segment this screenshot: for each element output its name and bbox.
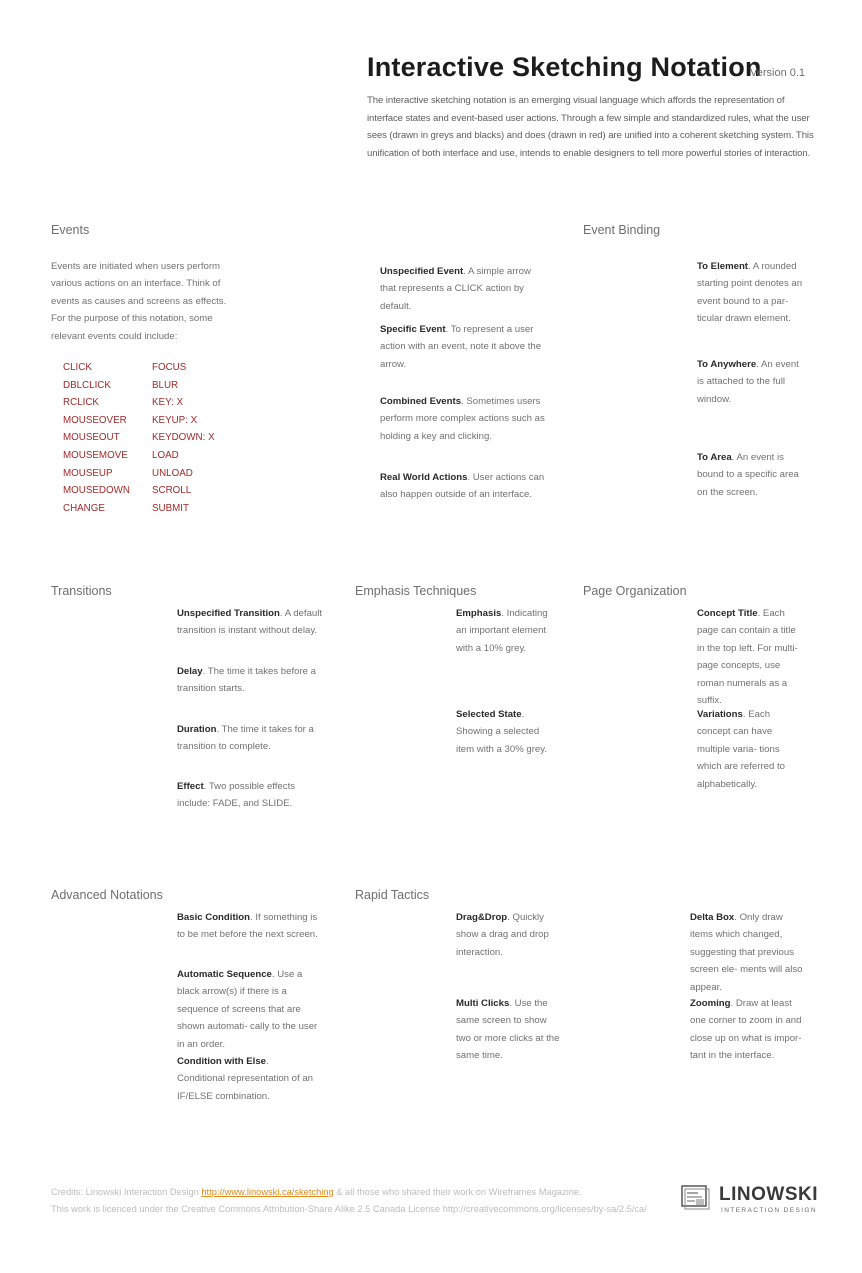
notation-item: [380, 321, 548, 373]
event-name: KEYDOWN: X: [152, 432, 215, 444]
notation-item: [456, 706, 556, 758]
notation-text: . Each page can contain a title in the top left. For multi-page concepts, use roman numerals as a suffix.: [697, 608, 798, 707]
section-heading-emphasis: Emphasis Techniques: [355, 584, 477, 598]
notation-text: . Use a black arrow(s) if there is a sequence of screens that are shown automati- cally to the user in an order.: [177, 969, 318, 1050]
notation-text: . If something is to be met before the next screen.: [177, 912, 318, 941]
notation-item: [177, 966, 322, 1053]
version-label: Version 0.1: [750, 67, 806, 79]
notation-term: Variations: [697, 709, 743, 720]
event-name: RCLICK: [63, 397, 99, 409]
notation-item: [380, 469, 552, 504]
section-heading-event-binding: Event Binding: [583, 223, 661, 237]
notation-text: . Quickly show a drag and drop interaction.: [456, 912, 549, 958]
event-name: MOUSEMOVE: [63, 449, 128, 461]
notation-text: . Conditional representation of an IF/ELSE combination.: [177, 1056, 314, 1102]
notation-term: Condition with Else: [177, 1056, 267, 1067]
credits-line: [51, 1184, 647, 1201]
credits-link[interactable]: http://www.linowski.ca/sketching: [201, 1187, 334, 1197]
notation-item: [380, 393, 548, 445]
event-name: SUBMIT: [152, 502, 190, 514]
notation-term: Drag&Drop: [456, 912, 508, 923]
events-list-right: [152, 359, 237, 517]
notation-term: Unspecified Transition: [177, 608, 280, 619]
notation-text: . To represent a user action with an event, note it above the arrow.: [380, 324, 542, 370]
notation-term: To Area: [697, 452, 732, 463]
events-list-left: [63, 359, 148, 517]
notation-term: Automatic Sequence: [177, 969, 272, 980]
notation-item: [177, 1053, 317, 1105]
page-title: Interactive Sketching Notation: [367, 52, 762, 82]
logo-tagline: INTERACTION DESIGN: [721, 1207, 817, 1214]
notation-text: . A simple arrow that represents a CLICK action by default.: [380, 266, 531, 312]
sketch-screen-icon: [680, 1183, 710, 1211]
event-name: MOUSEOUT: [63, 432, 120, 444]
notation-text: . A default transition is instant without delay.: [177, 608, 323, 637]
section-heading-advanced: Advanced Notations: [51, 888, 163, 902]
notation-text: . A rounded starting point denotes an event bound to a par- ticular drawn element.: [697, 261, 803, 325]
license-line: This work is licenced under the Creative Commons Attribution-Share Alike 2.5 Canada License http://creativecommons.org/licenses/by-sa/2.5/ca/: [51, 1204, 647, 1214]
event-name: UNLOAD: [152, 467, 193, 479]
notation-term: Duration: [177, 724, 217, 735]
notation-text: . The time it takes for a transition to complete.: [177, 724, 314, 753]
section-heading-rapid-tactics: Rapid Tactics: [355, 888, 430, 902]
section-heading-transitions: Transitions: [51, 584, 112, 598]
event-name: CHANGE: [63, 502, 105, 514]
notation-text: . User actions can also happen outside of an interface.: [380, 472, 545, 501]
notation-item: [690, 995, 804, 1065]
notation-text: . Showing a selected item with a 30% grey.: [456, 709, 547, 755]
notation-term: Multi Clicks: [456, 998, 510, 1009]
notation-item: [697, 605, 803, 709]
notation-text: . Draw at least one corner to zoom in and close up on what is impor- tant in the interface.: [690, 998, 802, 1062]
notation-item: [456, 909, 556, 961]
notation-term: To Element: [697, 261, 748, 272]
notation-text: . Each concept can have multiple varia- tions which are referred to alphabetically.: [697, 709, 785, 790]
section-heading-events: Events: [51, 223, 90, 237]
event-name: FOCUS: [152, 362, 187, 373]
notation-term: Emphasis: [456, 608, 502, 619]
notation-term: Real World Actions: [380, 472, 468, 483]
notation-item: [697, 706, 803, 793]
notation-item: [690, 909, 804, 996]
notation-item: [177, 909, 322, 944]
notation-text: . Use the same screen to show two or more clicks at the same time.: [456, 998, 560, 1062]
events-description: Events are initiated when users perform various actions on an interface. Think of events as causes and screens as effects. For the purpose of this notation, some relevant events could include:: [51, 261, 227, 342]
event-name: MOUSEUP: [63, 467, 113, 479]
notation-item: [177, 605, 327, 640]
notation-term: Specific Event: [380, 324, 446, 335]
event-name: MOUSEDOWN: [63, 485, 130, 497]
notation-text: . Two possible effects include: FADE, and SLIDE.: [177, 781, 296, 810]
credits-prefix: Credits: Linowski Interaction Design: [51, 1187, 202, 1197]
notation-term: Concept Title: [697, 608, 758, 619]
event-name: CLICK: [63, 362, 92, 373]
notation-text: . An event is attached to the full window.: [697, 359, 799, 405]
notation-item: [697, 258, 803, 328]
notation-item: [380, 263, 548, 315]
notation-term: Unspecified Event: [380, 266, 464, 277]
section-heading-page-organization: Page Organization: [583, 584, 687, 598]
notation-text: . Indicating an important element with a 10% grey.: [456, 608, 548, 654]
notation-term: Delay: [177, 666, 203, 677]
event-name: MOUSEOVER: [63, 414, 127, 426]
notation-text: . Only draw items which changed, suggesting that previous screen ele- ments will also appear.: [690, 912, 803, 993]
notation-item: [177, 663, 322, 698]
notation-item: [177, 778, 307, 813]
notation-term: Zooming: [690, 998, 731, 1009]
credits-suffix: & all those who shared their work on Wireframes Magazine.: [333, 1187, 582, 1197]
credits: [51, 1184, 647, 1218]
event-name: DBLCLICK: [63, 379, 111, 391]
notation-item: [456, 605, 556, 657]
event-name: KEY: X: [152, 397, 184, 409]
notation-item: [177, 721, 322, 756]
event-name: LOAD: [152, 449, 179, 461]
logo-wordmark: LINOWSKI: [719, 1184, 818, 1205]
notation-text: . An event is bound to a specific area on the screen.: [697, 452, 799, 498]
notation-term: Combined Events: [380, 396, 462, 407]
notation-term: Basic Condition: [177, 912, 251, 923]
notation-text: . Sometimes users perform more complex actions such as holding a key and clicking.: [380, 396, 545, 442]
intro-paragraph: The interactive sketching notation is an emerging visual language which affords the representation of interface states and event-based user actions. Through a few simple and standardized rules, what the user sees (drawn in greys and blacks) and does (drawn in red) are unified into a coherent sketching system. This unification of both interface and use, intends to enable designers to tell more powerful stories of interaction.: [367, 95, 814, 159]
event-name: BLUR: [152, 379, 179, 391]
notation-term: Selected State: [456, 709, 522, 720]
notation-term: Delta Box: [690, 912, 735, 923]
event-name: KEYUP: X: [152, 414, 198, 426]
notation-item: [697, 356, 803, 408]
notation-term: To Anywhere: [697, 359, 757, 370]
notation-text: . The time it takes before a transition starts.: [177, 666, 317, 695]
notation-item: [697, 449, 803, 501]
notation-term: Effect: [177, 781, 204, 792]
event-name: SCROLL: [152, 485, 192, 497]
notation-item: [456, 995, 562, 1065]
